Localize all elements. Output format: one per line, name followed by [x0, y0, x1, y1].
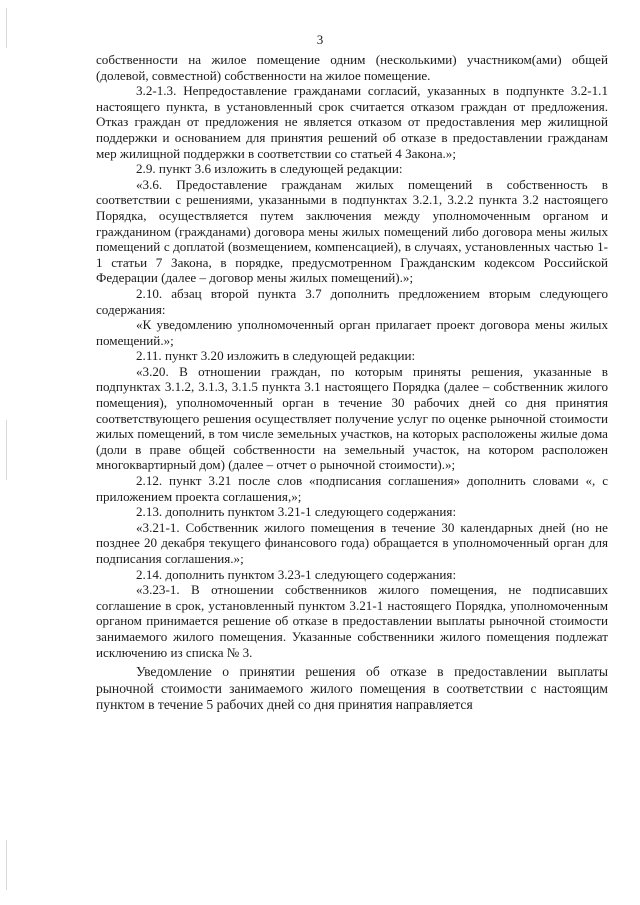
page-number: 3: [316, 32, 324, 47]
paragraph-3-23-1-text: «3.23-1. В отношении собственников жилого помещения, не подписавших соглашение в срок, установленный пунктом 3.21-1 настоящего Порядка, уполномоченным органом принимается решение об отказе в предоставлении выплаты рыночной стоимости занимаемого жилого помещения. Указанные собственники жилого помещения подлежат исключению из списка № 3.: [96, 582, 608, 660]
paragraph-2-12: 2.12. пункт 3.21 после слов «подписания соглашения» дополнить словами «, с приложением проекта соглашения,»;: [96, 473, 608, 504]
paragraph-3-7-addition: «К уведомлению уполномоченный орган прилагает проект договора мены жилых помещений.»;: [96, 317, 608, 348]
paragraph-3-6-text: «3.6. Предоставление гражданам жилых помещений в собственность в соответствии с решениями, указанными в подпунктах 3.2.1, 3.2.2 пункта 3.2 настоящего Порядка, осуществляется путем заключения между уполномоченным органом и гражданином (гражданами) договора мены жилых помещений либо договора мены жилых помещений с доплатой (возмещением, компенсацией), в случаях, установленных частью 1-1 статьи 7 Закона, в порядке, предусмотренном Гражданским кодексом Российской Федерации (далее – договор мены жилых помещений).»;: [96, 176, 608, 286]
paragraph-notification: Уведомление о принятии решения об отказе в предоставлении выплаты рыночной стоимости занимаемого жилого помещения в соответствии с настоящим пунктом в течение 5 рабочих дней со дня принятия направляется: [96, 664, 608, 712]
scan-edge-mark-middle: [6, 420, 7, 480]
paragraph-2-10: 2.10. абзац второй пункта 3.7 дополнить предложением вторым следующего содержания:: [96, 285, 608, 317]
paragraph-2-11: 2.11. пункт 3.20 изложить в следующей редакции:: [136, 348, 416, 364]
paragraph-continuation: собственности на жилое помещение одним (несколькими) участником(ами) общей (долевой, совместной) собственности на жилое помещение.: [96, 52, 608, 83]
document-body: [96, 52, 608, 713]
paragraph-2-13: 2.13. дополнить пунктом 3.21-1 следующего содержания:: [136, 504, 457, 520]
paragraph-3-21-1-text: «3.21-1. Собственник жилого помещения в течение 30 календарных дней (но не позднее 20 декабря текущего финансового года) обращается в уполномоченный орган для подписания соглашения.»;: [96, 519, 608, 566]
paragraph-3-20-text: «3.20. В отношении граждан, по которым приняты решения, указанные в подпунктах 3.1.2, 3.1.3, 3.1.5 пункта 3.1 настоящего Порядка (далее – собственник жилого помещения), уполномоченный орган в течение 30 рабочих дней со дня принятия соответствующего решения осуществляет получение услуг по оценке рыночной стоимости жилых помещений, в том числе земельных участков, на которых расположены жилые дома (доли в праве общей собственности на земельный участок, на котором расположен многоквартирный дом) (далее – отчет о рыночной стоимости).»;: [96, 363, 608, 473]
paragraph-3-2-1-3: 3.2-1.3. Непредоставление гражданами согласий, указанных в подпункте 3.2-1.1 настоящего пункта, в установленный срок считается отказом граждан от предложения. Отказ граждан от предложения не является отказом от предоставления мер жилищной поддержки и основанием для принятия решений об отказе в предоставлении гражданам мер жилищной поддержки в соответствии со статьей 4 Закона.»;: [96, 83, 608, 161]
paragraph-2-14: 2.14. дополнить пунктом 3.23-1 следующего содержания:: [136, 566, 457, 582]
paragraph-2-9: 2.9. пункт 3.6 изложить в следующей редакции:: [136, 161, 403, 177]
scan-edge-mark-bottom: [6, 840, 7, 890]
